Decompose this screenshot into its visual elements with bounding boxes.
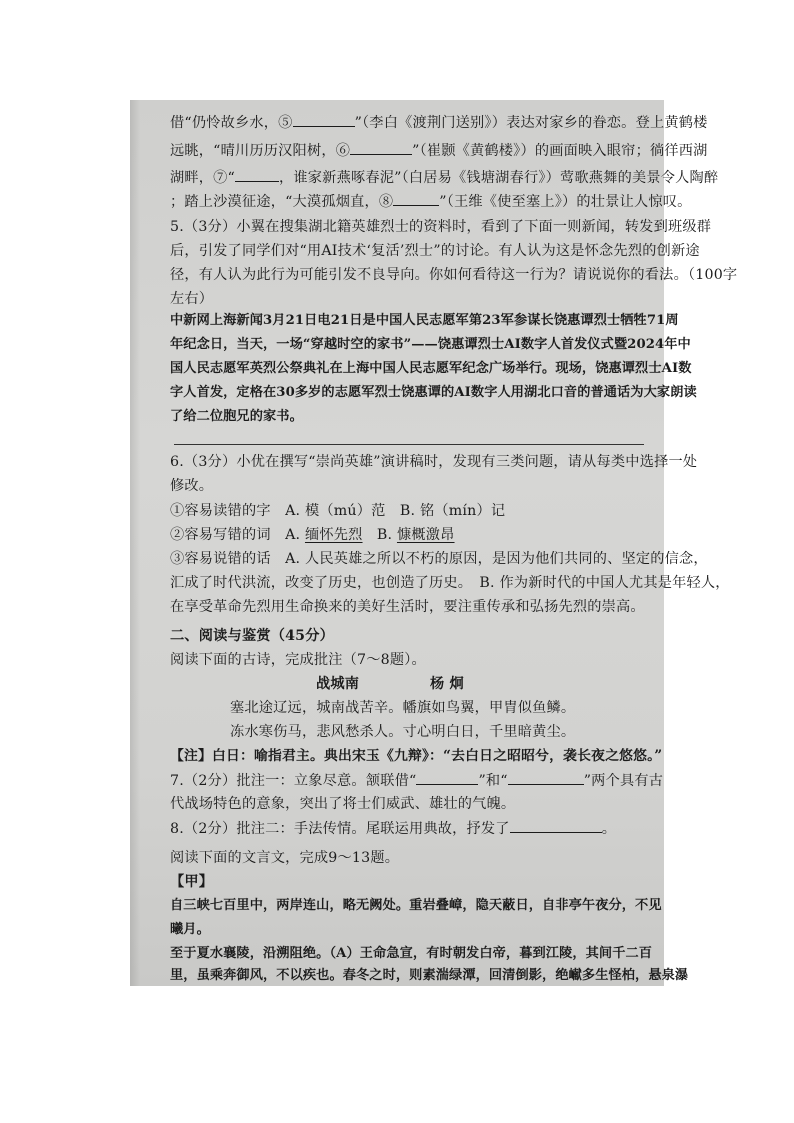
instruction-line: 阅读下面的文言文，完成9～13题。 xyxy=(170,850,400,866)
passage-line: 曦月。 xyxy=(170,922,210,937)
fill-blank-5[interactable] xyxy=(293,112,355,127)
text-line: 湖畔，⑦“ ，谁家新燕啄春泥”（白居易《钱塘湖春行》）莺歌燕舞的美景令人陶醉 xyxy=(170,167,718,188)
fill-blank-7[interactable] xyxy=(235,167,279,182)
text-line: 远眺，“晴川历历汉阳树，⑥ ”（崔颢《黄鹤楼》）的画面映入眼帘；徜徉西湖 xyxy=(170,140,708,161)
news-line: 年纪念日，当天，一场“穿越时空的家书”——饶惠谭烈士AI数字人首发仪式暨2024年中 xyxy=(170,337,691,352)
news-line: 了给二位胞兄的家书。 xyxy=(170,409,303,424)
question-6-option-b: ②容易写错的词 A. 缅怀先烈 B. 慷概激昂 xyxy=(170,527,455,543)
question-6-line: 修改。 xyxy=(170,478,214,494)
question-6-line: 在享受革命先烈用生命换来的美好生活时，要注重传承和弘扬先烈的崇高。 xyxy=(170,599,645,615)
fill-blank-7a[interactable] xyxy=(416,770,478,785)
passage-line: 里，虽乘奔御风，不以疾也。春冬之时，则素湍绿潭，回清倒影，绝𪩘多生怪柏，悬泉瀑 xyxy=(170,968,689,983)
poem-author: 杨 炯 xyxy=(430,676,464,692)
section-heading: 二、阅读与鉴赏（45分） xyxy=(170,628,335,644)
text-line: ；踏上沙漠征途，“大漠孤烟直，⑧ ”（王维《使至塞上》）的壮景让人惊叹。 xyxy=(170,191,692,212)
news-line: 国人民志愿军英烈公祭典礼在上海中国人民志愿军纪念广场举行。现场，饶惠谭烈士AI数 xyxy=(170,361,692,376)
passage-label: 【甲】 xyxy=(170,874,214,890)
poem-line: 冻水寒伤马，悲风愁杀人。寸心明白日，千里暗黄尘。 xyxy=(230,724,576,740)
poem-title: 战城南 xyxy=(316,676,360,692)
poem-note: 【注】白日：喻指君主。典出宋玉《九辩》：“去白日之昭昭兮，袭长夜之悠悠。” xyxy=(170,748,663,764)
instruction-line: 阅读下面的古诗，完成批注（7～8题）。 xyxy=(170,652,426,668)
news-line: 中新网上海新闻3月21日电21日是中国人民志愿军第23军参谋长饶惠谭烈士牺牲71周 xyxy=(170,313,679,328)
fill-blank-8a[interactable] xyxy=(510,818,602,833)
question-5-line: 后，引发了同学们对“用AI技术‘复活’烈士”的讨论。有人认为这是怀念先烈的创新途 xyxy=(170,243,700,259)
question-6-line: 6.（3分）小优在撰写“崇尚英雄”演讲稿时，发现有三类问题，请从每类中选择一处 xyxy=(170,454,698,470)
fill-blank-6[interactable] xyxy=(350,140,412,155)
news-line: 字人首发，定格在30多岁的志愿军烈士饶惠谭的AI数字人用湖北口音的普通话为大家朗读 xyxy=(170,385,697,400)
question-6-option-c: ③容易说错的话 A. 人民英雄之所以不朽的原因，是因为他们共同的、坚定的信念， xyxy=(170,551,708,567)
fill-blank-7b[interactable] xyxy=(508,770,584,785)
question-7-line: 代战场特色的意象，突出了将士们威武、雄壮的气魄。 xyxy=(170,796,516,812)
passage-line: 自三峡七百里中，两岸连山，略无阙处。重岩叠嶂，隐天蔽日，自非亭午夜分，不见 xyxy=(170,898,662,913)
fill-blank-8[interactable] xyxy=(393,191,439,206)
question-6-option-a: ①容易读错的字 A. 模（mú）范 B. 铭（mín）记 xyxy=(170,503,506,519)
exam-page-photo xyxy=(130,100,738,986)
question-5-line: 径，有人认为此行为可能引发不良导向。你如何看待这一行为？请说说你的看法。（100字 xyxy=(170,267,738,283)
question-5-line: 左右） xyxy=(170,291,214,307)
question-8-line: 8.（2分）批注二：手法传情。尾联运用典故，抒发了 。 xyxy=(170,818,616,839)
poem-line: 塞北途辽远，城南战苦辛。幡旗如鸟翼，甲胄似鱼鳞。 xyxy=(230,700,576,716)
answer-line[interactable] xyxy=(174,444,644,445)
question-6-line: 汇成了时代洪流，改变了历史，也创造了历史。 B. 作为新时代的中国人尤其是年轻人， xyxy=(170,575,730,591)
text-line: 借“仍怜故乡水，⑤ ”（李白《渡荆门送别》）表达对家乡的眷恋。登上黄鹤楼 xyxy=(170,112,708,133)
question-5-line: 5.（3分）小翼在搜集湖北籍英雄烈士的资料时，看到了下面一则新闻，转发到班级群 xyxy=(170,219,712,235)
passage-line: 至于夏水襄陵，沿溯阻绝。（A）王命急宣，有时朝发白帝，暮到江陵，其间千二百 xyxy=(170,946,653,961)
question-7-line: 7.（2分）批注一：立象尽意。颔联借“ ”和“ ”两个具有古 xyxy=(170,770,663,791)
